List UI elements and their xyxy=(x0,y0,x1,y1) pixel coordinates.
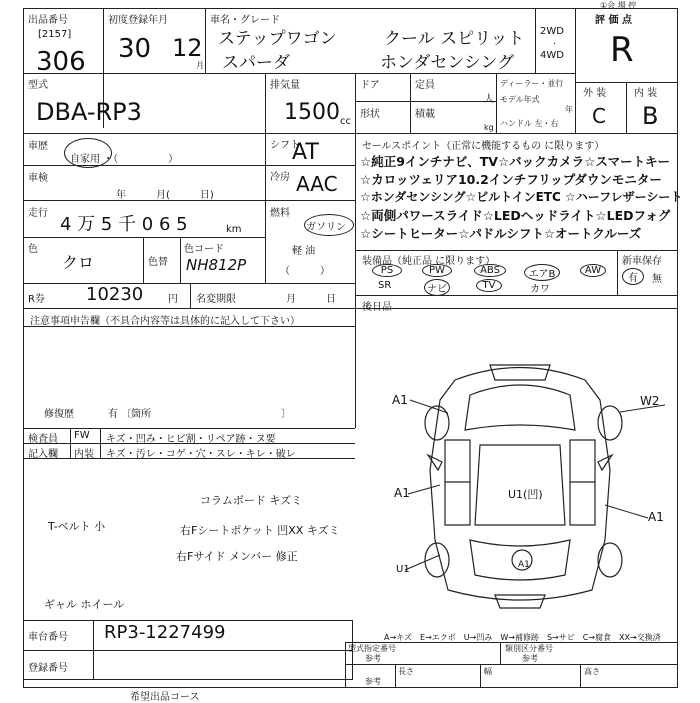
sales-point-1: ☆純正9インチナビ、TV☆バックカメラ☆スマートキー xyxy=(360,154,671,169)
hand-note-5: ギャル ホイール xyxy=(44,598,125,611)
damage-mark-u1-rear-left: U1 xyxy=(396,564,410,575)
displacement-value: 1500 xyxy=(284,100,340,125)
score-value: R xyxy=(610,30,634,70)
score-label: 評 価 点 xyxy=(595,15,632,26)
mileage-unit: km xyxy=(226,224,242,235)
hand-note-2: 右Fシートポケット 凹XX キズミ xyxy=(180,524,340,537)
equip-leather: カワ xyxy=(530,284,550,295)
color-code-value: NH812P xyxy=(186,256,247,274)
copy-label: ①会 場 控 xyxy=(600,1,637,10)
first-registration-label: 初度登録年月 xyxy=(108,15,168,26)
chassis-label: 車台番号 xyxy=(28,632,68,643)
color-value: クロ xyxy=(62,253,95,272)
ac-label: 冷房 xyxy=(270,172,290,183)
type-value: DBA-RP3 xyxy=(36,98,142,126)
equip-navi: ナビ xyxy=(424,279,450,296)
equip-abs: ABS xyxy=(474,264,506,277)
inspection-label: 車検 xyxy=(28,173,48,184)
displacement-unit: cc xyxy=(340,116,351,127)
equip-pw: PW xyxy=(422,264,452,277)
class-number-label: 類別区分番号 xyxy=(505,644,553,653)
fuel-diesel: 軽 油 xyxy=(292,246,316,257)
model-year-label: モデル年式 xyxy=(500,95,540,104)
interior-label: 内 装 xyxy=(634,88,658,99)
exterior-label: 外 装 xyxy=(583,88,607,99)
repair-history-label: 修復歴 xyxy=(44,409,74,420)
exterior-value: C xyxy=(592,104,606,128)
equip-airbag: エアB xyxy=(524,264,560,281)
grade-line2: ホンダセンシング xyxy=(380,53,515,73)
lot-bracket: [2157] xyxy=(38,29,72,40)
registration-number-label: 登録番号 xyxy=(28,663,68,674)
month-mark: 月 xyxy=(196,61,204,70)
auction-sheet: ①会 場 控 出品番号 [2157] 306 初度登録年月 30 12 月 車名・グレード ステップワゴン スパーダ クール スピリット ホンダセンシング 2WD · 4WD 評 価 点 R 型式 DBA-RP3 排気量 1500 cc ドア 形状 定員 人 積載 kg ディーラー・並行 モデル年式 年 ハンドル 左・右 外 装 内 装 C B 車歴 自家用 ・（ ） 車検 年 月( 日) 走行 4 万 5 千 0 6 5 km 色 クロ 色替 色コード NH812P シフト AT 冷房 AAC 燃料 ガソリン 軽 油 （ ） R券 10230 円 名変期限 月 日 セールスポイント（正常に機能するもの に限ります） ☆純正9インチナビ、TV☆バックカメラ☆スマートキー ☆カロッツェリア10.2インチフリップダウンモニター ☆ホンダセンシング☆ビルトインETC ☆ハーフレザーシート ☆両側パワースライド☆LEDヘッドライト☆LEDフォグ ☆シートヒーター☆パドルシフト☆オートクルーズ 装備品（純正品 に限ります） 新車保存 PS PW ABS エアB AW SR ナビ TV カワ 有 無 後日品 注意事項申告欄（不具合内容等は具体的に記入して下さい） 修復歴 有 〔箇所 〕 検査員 FW キズ・凹み・ヒビ割・リペア跡・ヌ要 記入欄 内装 キズ・汚レ・コゲ・穴・スレ・キレ・破レ コラムボード キズミ T-ベルト 小 右Fシートポケット 凹XX キズミ 右Fサイド メンバー 修正 ギャル ホイール A1 W2 A1 U1(凹) A1 A1 U1 A→キズ E→エクボ U→凹み W→補修跡 S→サビ C→腐食 XX→交換済 車台番号 RP3-1227499 登録番号 型式指定番号 参考 類別区分番号 参考 長さ 幅 高さ 参考 希望出品コース xyxy=(0,0,700,700)
hand-note-3: 右Fサイド メンバー 修正 xyxy=(176,550,298,563)
course-label: 希望出品コース xyxy=(130,692,200,703)
recycle-unit: 円 xyxy=(168,294,178,305)
sales-point-2: ☆カロッツェリア10.2インチフリップダウンモニター xyxy=(360,172,662,187)
shift-value: AT xyxy=(292,140,319,165)
name-change-label: 名変期限 xyxy=(196,294,236,305)
declaration-label: 注意事項申告欄（不具合内容等は具体的に記入して下さい） xyxy=(30,316,300,327)
spare-yes: 有 xyxy=(622,268,644,285)
ac-value: AAC xyxy=(296,172,338,196)
writer-label: 記入欄 xyxy=(28,449,58,460)
inspection-value: 年 月( 日) xyxy=(116,190,214,201)
drive-4wd: 4WD xyxy=(540,50,564,61)
interior-check-label: 内装 xyxy=(74,449,94,460)
history-label: 車歴 xyxy=(28,141,48,152)
fuel-gasoline: ガソリン xyxy=(306,222,346,233)
interior-items: キズ・汚レ・コゲ・穴・スレ・キレ・破レ xyxy=(106,449,296,460)
recycle-label: R券 xyxy=(28,294,45,305)
ref-label-2: 参考 xyxy=(522,654,538,663)
inspector-label: 検査員 xyxy=(28,434,58,445)
sales-point-3: ☆ホンダセンシング☆ビルトインETC ☆ハーフレザーシート xyxy=(360,190,683,204)
hand-note-1: コラムボード キズミ xyxy=(200,494,303,507)
length-label: 長さ xyxy=(398,667,414,676)
lot-number: 306 xyxy=(36,47,86,77)
sales-point-5: ☆シートヒーター☆パドルシフト☆オートクルーズ xyxy=(360,226,642,241)
dealer-label: ディーラー・並行 xyxy=(500,79,564,88)
color-change-label: 色替 xyxy=(148,257,168,268)
fw-label: FW xyxy=(74,430,90,441)
model-line1: ステップワゴン xyxy=(218,29,337,49)
history-value: 自家用 ・（ ） xyxy=(70,154,179,165)
spare-no: 無 xyxy=(652,274,662,285)
registration-year: 30 xyxy=(118,34,152,64)
type-label: 型式 xyxy=(28,80,48,91)
load-unit: kg xyxy=(484,123,494,132)
color-label: 色 xyxy=(28,244,38,255)
color-code-label: 色コード xyxy=(184,244,224,255)
equip-ps: PS xyxy=(372,264,402,277)
height-label: 高さ xyxy=(584,667,600,676)
damage-mark-a1-left: A1 xyxy=(394,486,410,500)
recycle-value: 10230 xyxy=(86,284,144,305)
capacity-label: 定員 xyxy=(415,80,435,91)
ref-label-1: 参考 xyxy=(365,654,381,663)
capacity-unit: 人 xyxy=(484,94,494,105)
equipment-title: 装備品（純正品 に限ります） xyxy=(362,256,496,267)
damage-mark-u1-roof: U1(凹) xyxy=(508,488,543,501)
load-label: 積載 xyxy=(415,109,435,120)
handle-label: ハンドル 左・右 xyxy=(500,119,559,128)
fuel-other: （ ） xyxy=(280,266,330,277)
equip-aw: AW xyxy=(580,264,606,277)
mileage-value: 4 万 5 千 0 6 5 xyxy=(60,214,188,235)
ref-label-3: 参考 xyxy=(365,677,381,686)
form-number-label: 型式指定番号 xyxy=(348,644,396,653)
mileage-label: 走行 xyxy=(28,208,48,219)
lot-number-label: 出品番号 xyxy=(28,15,68,26)
interior-value: B xyxy=(642,102,659,130)
model-grade-label: 車名・グレード xyxy=(210,15,280,26)
damage-mark-a1-right: A1 xyxy=(648,510,664,524)
width-label: 幅 xyxy=(484,667,492,676)
damage-mark-a1-rear: A1 xyxy=(518,560,530,570)
equip-tv: TV xyxy=(476,279,502,292)
drive-2wd: 2WD xyxy=(540,26,564,37)
shape-label: 形状 xyxy=(360,109,380,120)
displacement-label: 排気量 xyxy=(270,80,300,91)
damage-legend: A→キズ E→エクボ U→凹み W→補修跡 S→サビ C→腐食 XX→交換済 xyxy=(384,633,661,642)
hand-note-4: T-ベルト 小 xyxy=(48,520,106,533)
fuel-label: 燃料 xyxy=(270,208,290,219)
registration-month: 12 xyxy=(172,34,203,62)
equip-sr: SR xyxy=(378,280,392,291)
damage-mark-w2: W2 xyxy=(640,394,660,408)
shift-label: シフト xyxy=(270,140,300,151)
repair-history-value: 有 〔箇所 〕 xyxy=(108,409,292,420)
chassis-number: RP3-1227499 xyxy=(104,622,226,643)
model-year-unit: 年 xyxy=(565,105,573,114)
door-label: ドア xyxy=(360,80,380,91)
model-line2: スパーダ xyxy=(222,53,290,73)
name-change-value: 月 日 xyxy=(286,294,336,305)
spare-label: 新車保存 xyxy=(622,256,662,267)
damage-mark-a1-front-left: A1 xyxy=(392,393,408,407)
fw-items: キズ・凹み・ヒビ割・リペア跡・ヌ要 xyxy=(106,434,276,445)
sales-points-title: セールスポイント（正常に機能するもの に限ります） xyxy=(362,141,605,152)
after-items-label: 後日品 xyxy=(362,302,392,313)
grade-line1: クール スピリット xyxy=(384,29,525,49)
sales-point-4: ☆両側パワースライド☆LEDヘッドライト☆LEDフォグ xyxy=(360,208,671,223)
